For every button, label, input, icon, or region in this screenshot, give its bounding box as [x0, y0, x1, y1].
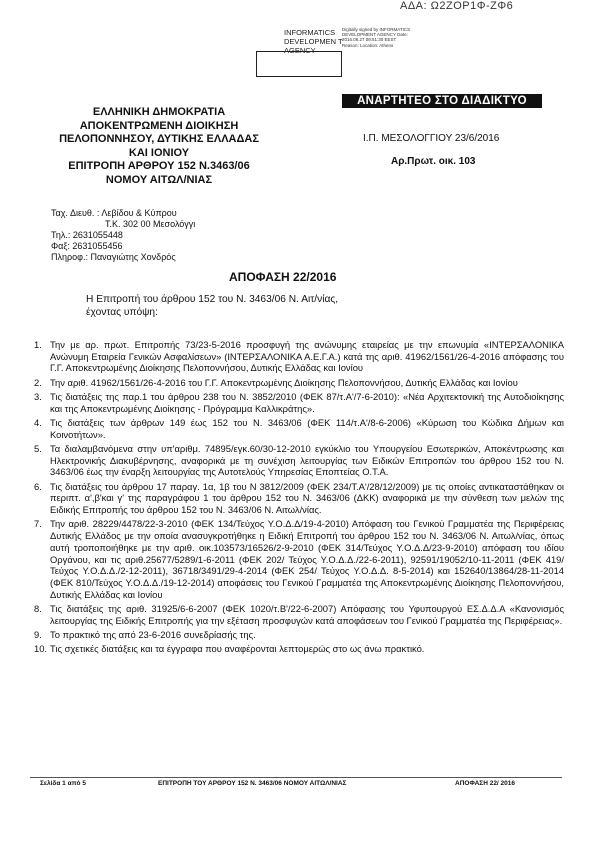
- authority-line: ΝΟΜΟΥ ΑΙΤΩΛ/ΝΙΑΣ: [105, 173, 213, 186]
- list-item: [34, 391, 564, 414]
- item-number: 1.: [34, 339, 42, 350]
- phone-line: Τηλ.: 2631055448: [51, 230, 123, 240]
- item-text: Τις διατάξεις του άρθρου 17 παραγ. 1α, 1β του Ν 3812/2009 (ΦΕΚ 234/Τ.Α'/28/12/2009) με τις οποίες αντικαταστάθηκαν οι περιπτ. α',β'και γ' της παραγράφου 1 του άρθρου 152 του Ν. 3463/06 (ΔΚΚ) αναφορικά με την σύνθεση των μελών της Ειδικής Επιτροπής του άρθρου 152 του Ν. 3463/06 Ν. Αιτωλ/νίας.: [50, 480, 564, 516]
- list-item: [34, 518, 564, 600]
- item-number: 4.: [34, 417, 42, 428]
- item-text: Τις σχετικές διατάξεις και τα έγγραφα που αναφέρονται λεπτομερώς στο ως άνω πρακτικό.: [50, 643, 425, 655]
- info-contact-line: Πληροφ.: Παναγιώτης Χονδρός: [51, 252, 176, 262]
- item-number: 7.: [34, 518, 42, 530]
- authority-line: ΕΠΙΤΡΟΠΗ ΑΡΘΡΟΥ 152 Ν.3463/06: [68, 160, 250, 173]
- item-text: Τις διατάξεις των άρθρων 149 έως 152 του Ν. 3463/06 (ΦΕΚ 114/τ.Α'/8-6-2006) «Κύρωση του Κώδικα Δήμων και Κοινοτήτων».: [50, 417, 564, 440]
- digital-signature-details: Digitally signed by INFORMATICS DEVELOPMENT AGENCY Date: 2016.06.27 09:51:30 EEST Reason: Location: Athens: [342, 27, 411, 48]
- item-number: 5.: [34, 443, 42, 454]
- decision-intro: [86, 294, 338, 319]
- address-line: Ταχ. Διευθ. : Λεβίδου & Κύπρου: [51, 208, 177, 218]
- authority-line: ΕΛΛΗΝΙΚΗ ΔΗΜΟΚΡΑΤΙΑ: [92, 106, 226, 118]
- intro-line: Η Επιτροπή του άρθρου 152 του Ν. 3463/06 Ν. Αιτ/νίας,: [86, 294, 339, 305]
- signature-stamp-box: [256, 51, 342, 77]
- protocol-number: Αρ.Πρωτ. οικ. 103: [391, 156, 476, 167]
- list-item: [34, 417, 564, 440]
- item-number: 6.: [34, 480, 42, 492]
- item-number: 9.: [34, 628, 42, 640]
- item-text: Τις διατάξεις της αριθ. 31925/6-6-2007 (ΦΕΚ 1020/τ.Β'/22-6-2007) Απόφασης του Υφυπουργού ΕΣ.Δ.Δ.Α «Κανονισμός λειτουργίας της Ειδικής Επιτροπής για την εξέταση προσφυγών κατά αποφάσεων του Γενικού Γραμματέα της Περιφέρειας».: [50, 602, 564, 626]
- list-item: [34, 377, 564, 389]
- issuing-authority: [44, 106, 274, 188]
- footer-divider: [30, 777, 562, 778]
- item-text: Την με αρ. πρωτ. Επιτροπής 73/23-5-2016 προσφυγή της ανώνυμης εταιρείας με την επωνυμία «ΙΝΤΕΡΣΑΛΟΝΙΚΑ Ανώνυμη Εταιρεία Γενικών Ασφαλίσεων» (ΙΝΤΕΡΣΑΛΟΝΙΚΑ Α.Ε.Γ.Α.) κατά της αριθ. 41962/1561/26-4-2016 απόφασης του Γ.Γ. Αποκεντρωμένης Διοίκησης Πελοποννήσου, Δυτικής Ελλάδας και Ιονίου: [50, 339, 564, 374]
- footer-decision-ref: ΑΠΟΦΑΣΗ 22/ 2016: [455, 780, 516, 787]
- fax-line: Φαξ: 2631055456: [51, 241, 123, 251]
- authority-line: ΠΕΛΟΠΟΝΝΗΣΟΥ, ΔΥΤΙΚΗΣ ΕΛΛΑΔΑΣ: [59, 133, 259, 146]
- page-number: Σελίδα 1 από 5: [40, 780, 86, 787]
- list-item: [34, 643, 564, 655]
- item-text: Το πρακτικό της από 23-6-2016 συνεδρίασής της.: [50, 628, 256, 640]
- item-text: Τις διατάξεις της παρ.1 του άρθρου 238 του Ν. 3852/2010 (ΦΕΚ 87/τ.Α'/7-6-2010): «Νέα Αρχιτεκτονική της Αυτοδιοίκησης και της Αποκεντρωμένης Διοίκησης - Πρόγραμμα Καλλικράτης».: [50, 391, 564, 414]
- footer-committee: ΕΠΙΤΡΟΠΗ ΤΟΥ ΑΡΘΡΟΥ 152 Ν. 3463/06 ΝΟΜΟΥ ΑΙΤΩΛ/ΝΙΑΣ: [158, 780, 347, 787]
- item-number: 10.: [34, 643, 48, 655]
- ada-code: ΑΔΑ: Ω2ΖΟΡ1Φ-ΖΦ6: [400, 0, 514, 12]
- item-text: Τα διαλαμβανόμενα στην υπ'αριθμ. 74895/εγκ.60/30-12-2010 εγκύκλιο του Υπουργείου Εσωτερικών, Αποκέντρωσης και Ηλεκτρονικής Διακυβέρνησης, αναφορικά με τη συνέχιση λειτουργίας των Ειδικών Επιτροπών του άρθρου 152 του Ν. 3463/06 έως την έναρξη λειτουργίας της Αυτοτελούς Υπηρεσίας Εποπτείας Ο.Τ.Α.: [50, 443, 564, 478]
- authority-line: ΑΠΟΚΕΝΤΡΩΜΕΝΗ ΔΙΟΙΚΗΣΗ: [79, 119, 239, 132]
- intro-line: έχοντας υπόψη:: [86, 306, 158, 318]
- item-text: Την αριθ. 28229/4478/22-3-2010 (ΦΕΚ 134/Τεύχος Υ.Ο.Δ.Δ/19-4-2010) Απόφαση του Γενικού Γραμματέα της Περιφέρειας Δυτικής Ελλάδος με την οποία ανασυγκροτήθηκε η Ειδική Επιτροπή του άρθρου 152 του Ν. 3463/06 Ν. Αιτωλ/νίας, όπως αυτή τροποποιήθηκε με την αριθ. οικ.103573/16526/2-9-2010 (ΦΕΚ 314/Τεύχος Υ.Ο.Δ.Δ/23-9-2010) απόφαση του ιδίου Οργάνου, και τις αριθ.25677/5289/1-6-2011 (ΦΕΚ 202/ Τεύχος Υ.Ο.Δ.Δ./22-6-2011), 92591/19052/10-11-2011 (ΦΕΚ 419/ Τεύχος Υ.Ο.Δ.Δ./2-12-2011), 36718/3491/29-4-2014 (ΦΕΚ 254/ Τεύχος Υ.Ο.Δ.Δ. 8-5-2014) και 152640/13864/28-11-2014 (ΦΕΚ 810/Τεύχος Υ.Ο.Δ.Δ./19-12-2014) αποφάσεις του Γενικού Γραμματέα της Αποκεντρωμένης Διοίκησης Πελοποννήσου, Δυτικής Ελλάδας και Ιονίου: [50, 518, 564, 600]
- publish-online-banner: ΑΝΑΡΤΗΤΕΟ ΣΤΟ ΔΙΑΔΙΚΤΥΟ: [342, 94, 542, 108]
- item-text: Την αριθ. 41962/1561/26-4-2016 του Γ.Γ. Αποκεντρωμένης Διοίκησης Πελοποννήσου, Δυτικής Ελλάδας και Ιονίου: [50, 376, 518, 388]
- postal-code-line: Τ.Κ. 302 00 Μεσολόγγι: [105, 219, 196, 229]
- list-item: [34, 603, 564, 626]
- decision-title: ΑΠΟΦΑΣΗ 22/2016: [229, 270, 337, 284]
- item-number: 8.: [34, 602, 42, 614]
- item-number: 2.: [34, 376, 42, 388]
- considerations-list: [34, 339, 564, 658]
- digital-signature-name: INFORMATICS DEVELOPMEN T AGENCY: [284, 28, 343, 55]
- list-item: [34, 629, 564, 641]
- item-number: 3.: [34, 391, 42, 402]
- list-item: [34, 443, 564, 478]
- list-item: [34, 339, 564, 374]
- authority-line: ΚΑΙ ΙΟΝΙΟΥ: [128, 146, 190, 159]
- list-item: [34, 481, 564, 516]
- contact-info: [51, 208, 195, 263]
- place-date: Ι.Π. ΜΕΣΟΛΟΓΓΙΟΥ 23/6/2016: [363, 133, 500, 144]
